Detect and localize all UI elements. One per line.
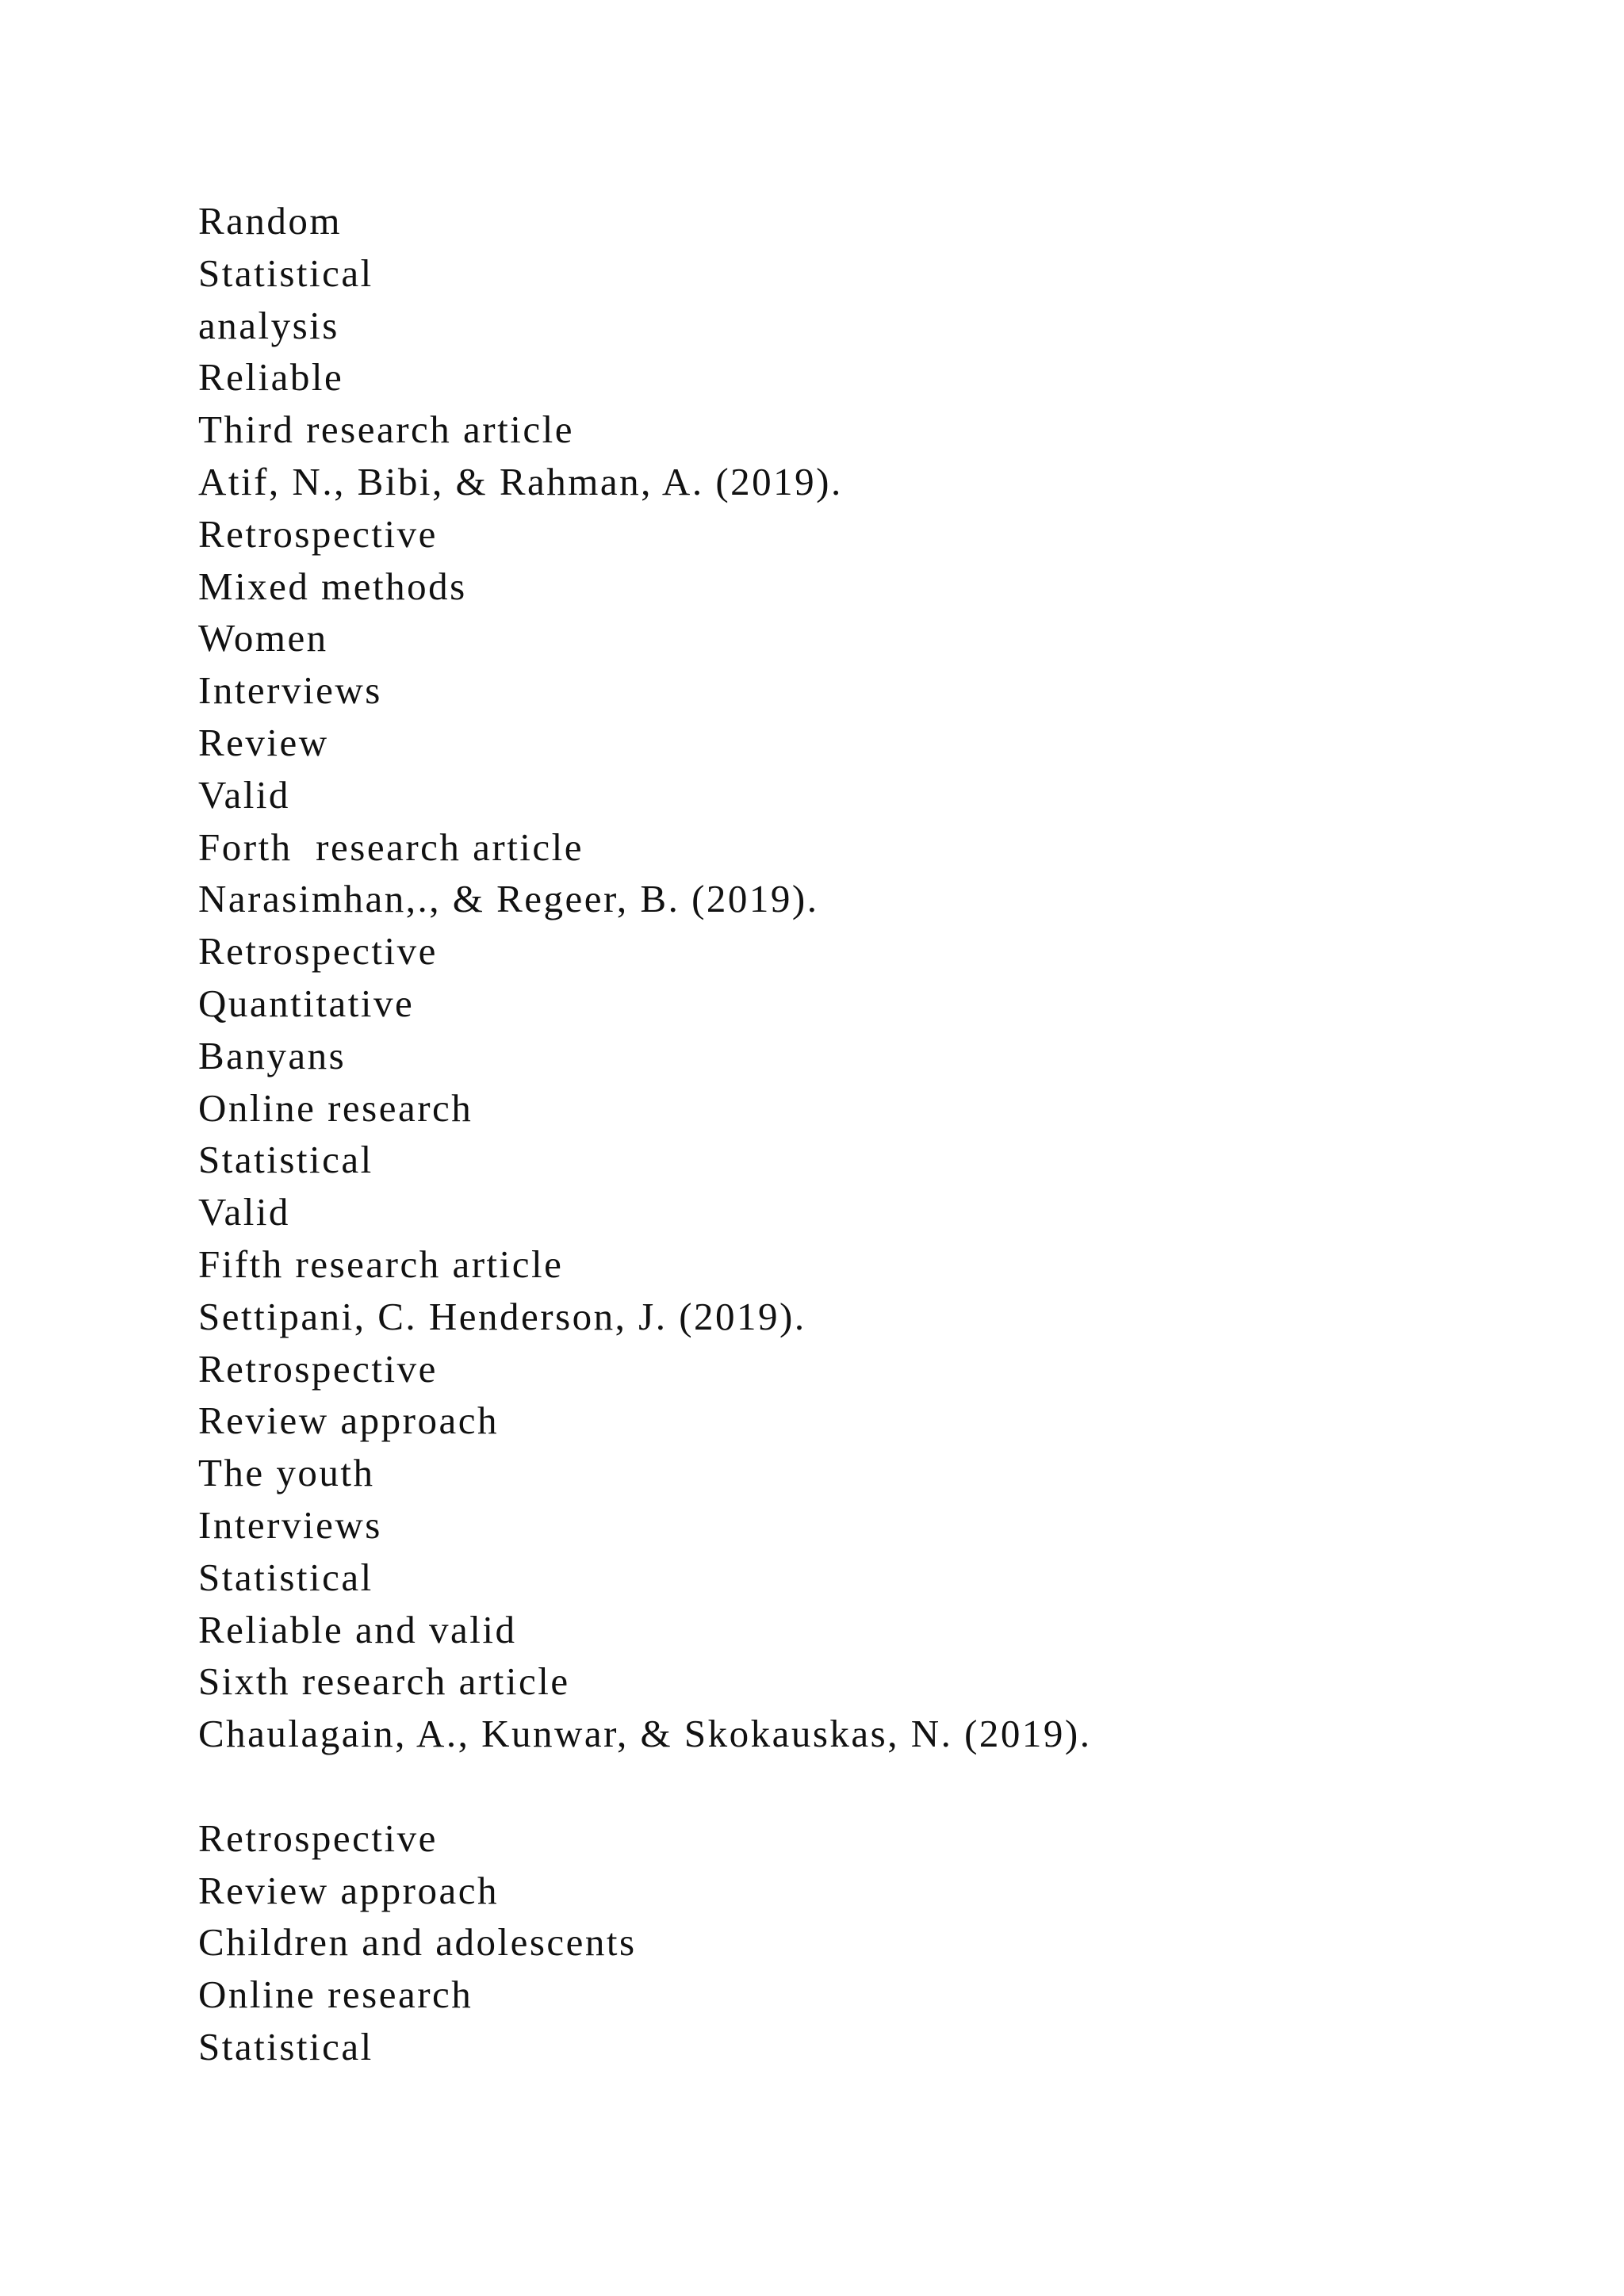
text-line: Review approach (198, 1868, 499, 1912)
text-line: Banyans (198, 1033, 347, 1077)
text-line: Mixed methods (198, 564, 467, 608)
citation-line: Narasimhan,., & Regeer, B. (2019). (198, 877, 819, 921)
text-line: Review (198, 720, 329, 764)
text-line: Retrospective (198, 1346, 438, 1391)
text-line: Women (198, 616, 328, 660)
text-line: Valid (198, 1190, 290, 1234)
text-line: Children and adolescents (198, 1920, 637, 1965)
text-line: Online research (198, 1973, 473, 2017)
text-line: Reliable (198, 355, 344, 400)
text-line: Interviews (198, 668, 382, 713)
blank-line (198, 1760, 1546, 1812)
section-heading-forth-article: Forth research article (198, 825, 584, 869)
text-line: Review approach (198, 1399, 499, 1443)
section-heading-fifth-article: Fifth research article (198, 1242, 564, 1286)
text-line: Quantitative (198, 981, 415, 1025)
text-line: Statistical (198, 251, 373, 295)
text-line: The youth (198, 1451, 375, 1495)
section-heading-third-article: Third research article (198, 408, 574, 452)
text-line: Statistical (198, 1555, 373, 1599)
section-heading-sixth-article: Sixth research article (198, 1659, 570, 1704)
text-line: Random (198, 199, 343, 243)
text-line: Retrospective (198, 929, 438, 974)
text-line: Online research (198, 1085, 473, 1130)
citation-line: Atif, N., Bibi, & Rahman, A. (2019). (198, 459, 843, 503)
text-line: Retrospective (198, 1816, 438, 1860)
text-line: Reliable and valid (198, 1607, 517, 1651)
citation-line: Chaulagain, A., Kunwar, & Skokauskas, N. (2019). (198, 1712, 1092, 1756)
text-line: Statistical (198, 2024, 373, 2068)
text-line: Valid (198, 772, 290, 817)
text-line: Statistical (198, 1138, 373, 1182)
text-line: Interviews (198, 1502, 382, 1547)
citation-line: Settipani, C. Henderson, J. (2019). (198, 1294, 806, 1338)
text-line: Retrospective (198, 511, 438, 556)
document-body (198, 195, 1546, 2073)
text-line: analysis (198, 303, 339, 347)
